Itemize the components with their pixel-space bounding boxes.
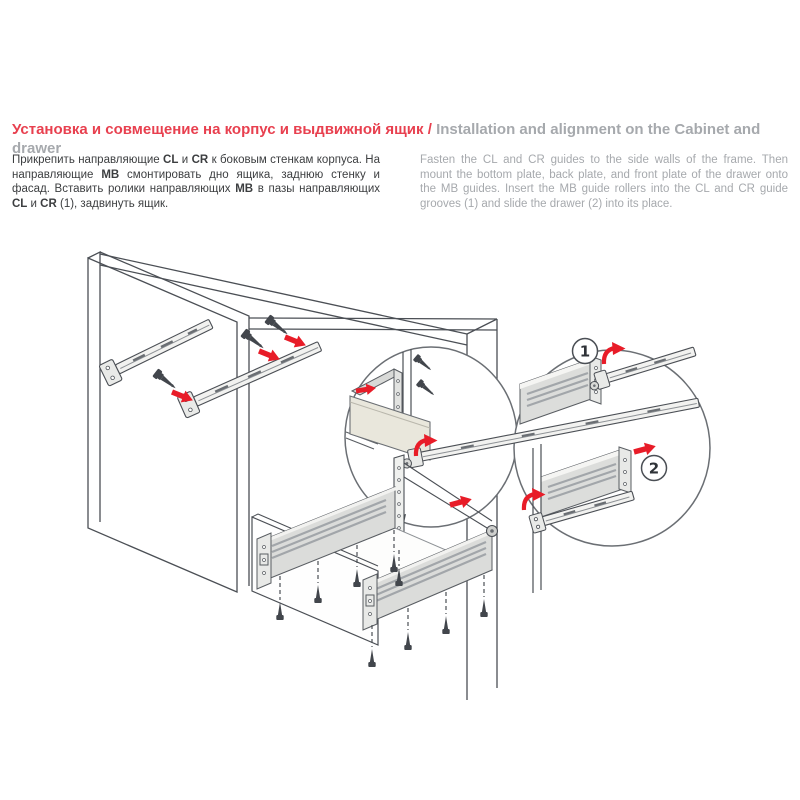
installation-diagram xyxy=(0,240,800,720)
screw xyxy=(442,616,449,634)
diagram-svg xyxy=(0,240,800,720)
screw xyxy=(152,368,178,392)
screw xyxy=(368,649,375,667)
page-title-en: Installation and alignment on the Cabinet and drawer xyxy=(12,121,761,157)
screw xyxy=(404,632,411,650)
title-separator: / xyxy=(423,121,437,138)
screw xyxy=(480,599,487,617)
instruction-columns xyxy=(12,153,788,211)
rail-cr xyxy=(177,336,324,418)
instructions-english: Fasten the CL and CR guides to the side walls of the frame. Then mount the bottom plate, back plate, and front plate of the drawer onto the MB guides. Insert the MB guide rollers into the CL and CR guide grooves (1) and slide the drawer (2) into its place. xyxy=(420,154,788,210)
callout-1-number: 1 xyxy=(579,342,591,361)
instructions-russian: Прикрепить направляющие CL и CR к боковым стенкам корпуса. На направляющие MB смонтировать дно ящика, заднюю стенку и фасад. Вставить ролики направляющих MB в пазы направляющих CL и CR (1), задвинуть ящик. xyxy=(12,154,380,210)
page-title-ru: Установка и совмещение на корпус и выдвижной ящик xyxy=(12,121,424,138)
screw xyxy=(240,328,266,352)
callout-2-number: 2 xyxy=(648,459,660,478)
